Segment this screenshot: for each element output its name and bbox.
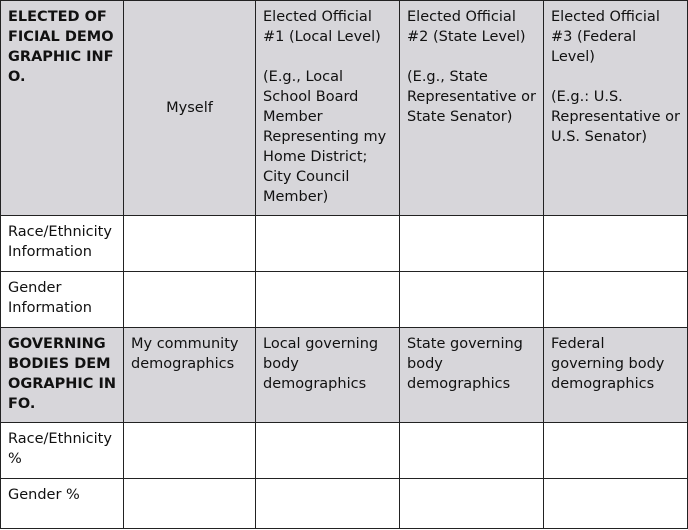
cell-local-body-gender[interactable] [256,479,400,529]
cell-state-race[interactable] [400,216,544,272]
col-elected-federal-title: Elected Official #3 (Federal Level) [551,9,660,65]
row-label-race-ethnicity-info: Race/Ethnicity Information [1,216,124,272]
col-elected-state-title: Elected Official #2 (State Level) [407,9,526,45]
col-elected-local-title: Elected Official #1 (Local Level) [263,9,381,45]
col-elected-state-example: (E.g., State Representative or State Senator) [407,69,537,125]
cell-myself-gender[interactable] [124,272,256,328]
cell-federal-race[interactable] [544,216,688,272]
cell-community-gender[interactable] [124,479,256,529]
row-label-gender-pct: Gender % [1,479,124,529]
table-row [1,216,688,272]
table-row [1,272,688,328]
col-elected-federal [544,1,688,216]
cell-local-race[interactable] [256,216,400,272]
row-label-gender-info: Gender Information [1,272,124,328]
governing-bodies-header-row [1,328,688,423]
table-row [1,423,688,479]
cell-local-gender[interactable] [256,272,400,328]
col-local-body: Local governing body demographics [256,328,400,423]
col-myself: Myself [124,1,256,216]
col-community: My community demographics [124,328,256,423]
cell-myself-race[interactable] [124,216,256,272]
cell-state-body-gender[interactable] [400,479,544,529]
cell-state-gender[interactable] [400,272,544,328]
elected-official-section-header: ELECTED OFFICIAL DEMOGRAPHIC INFO. [1,1,124,216]
col-elected-federal-example: (E.g.: U.S. Representative or U.S. Senator) [551,89,681,145]
col-elected-local [256,1,400,216]
cell-state-body-race[interactable] [400,423,544,479]
col-elected-state [400,1,544,216]
col-elected-local-example: (E.g., Local School Board Member Representing my Home District; City Council Member) [263,69,387,205]
governing-bodies-section-header: GOVERNING BODIES DEMOGRAPHIC INFO. [1,328,124,423]
cell-federal-body-race[interactable] [544,423,688,479]
cell-local-body-race[interactable] [256,423,400,479]
elected-official-header-row [1,1,688,216]
row-label-race-ethnicity-pct: Race/Ethnicity % [1,423,124,479]
cell-federal-gender[interactable] [544,272,688,328]
col-federal-body: Federal governing body demographics [544,328,688,423]
table-row [1,479,688,529]
cell-federal-body-gender[interactable] [544,479,688,529]
cell-community-race[interactable] [124,423,256,479]
col-state-body: State governing body demographics [400,328,544,423]
